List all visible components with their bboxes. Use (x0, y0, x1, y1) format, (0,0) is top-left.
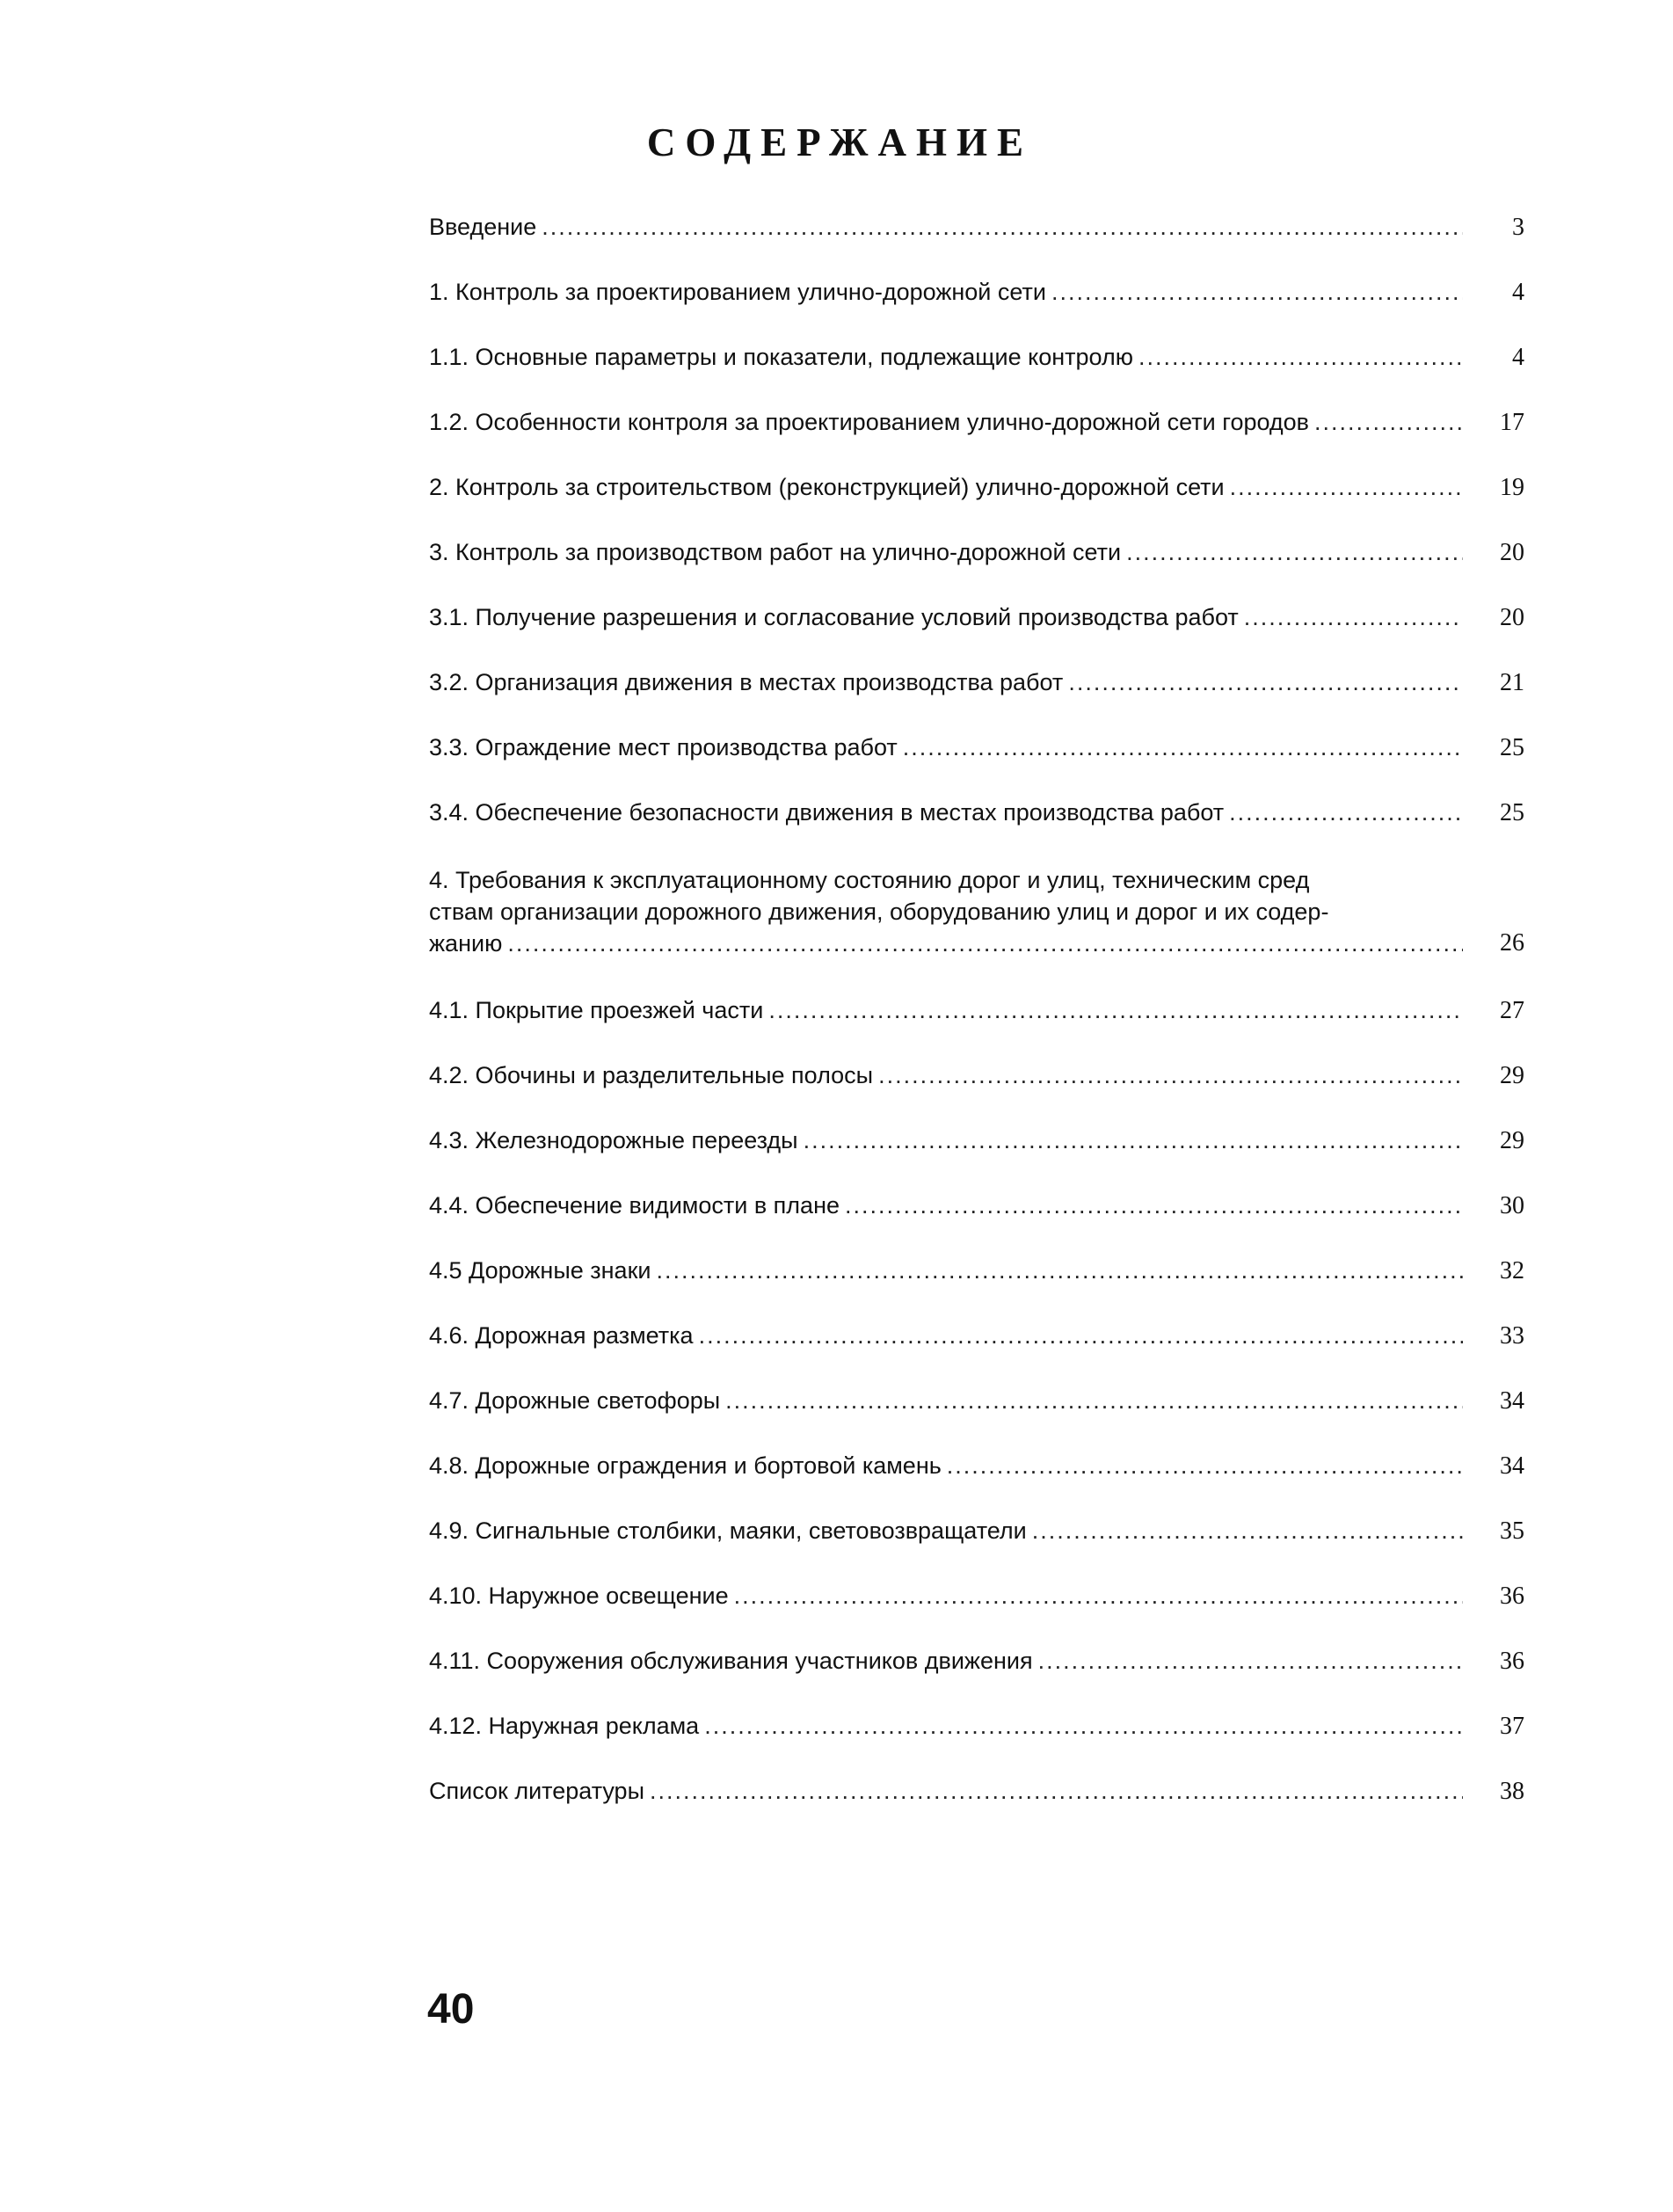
toc-entry-page: 35 (1500, 1517, 1524, 1545)
toc-entry[interactable] (429, 604, 1524, 631)
toc-entry[interactable] (429, 1517, 1524, 1545)
toc-entry[interactable] (429, 1778, 1524, 1805)
toc-entry-label: 4.8. Дорожные ограждения и бортовой камень (429, 1452, 942, 1479)
toc-entry[interactable] (429, 539, 1524, 566)
toc-entry[interactable] (429, 1192, 1524, 1219)
toc-entry-label-line1: 4. Требования к эксплуатационному состоянию дорог и улиц, техническим сред (429, 867, 1310, 893)
toc-leader-dots (878, 1062, 1463, 1089)
toc-entry[interactable] (429, 1387, 1524, 1415)
toc-entry-label: 4.7. Дорожные светофоры (429, 1387, 721, 1414)
toc-entry-page: 29 (1500, 1062, 1524, 1089)
toc-leader-dots (1138, 344, 1463, 371)
toc-entry-page: 17 (1500, 409, 1524, 436)
toc-entry-label: 4.4. Обеспечение видимости в плане (429, 1192, 840, 1219)
toc-entry-label: 4.6. Дорожная разметка (429, 1322, 694, 1349)
toc-leader-dots (650, 1778, 1463, 1805)
toc-entry-page: 4 (1512, 279, 1524, 306)
toc-entry-page: 25 (1500, 799, 1524, 826)
toc-entry[interactable] (429, 1648, 1524, 1675)
toc-entry[interactable] (429, 1713, 1524, 1740)
toc-entry-page: 30 (1500, 1192, 1524, 1219)
page-number: 40 (427, 1986, 475, 2033)
toc-entry-page: 37 (1500, 1713, 1524, 1740)
toc-entry-label: 1.2. Особенности контроля за проектированием улично-дорожной сети городов (429, 409, 1310, 435)
toc-entry-label-line3: жанию (429, 930, 503, 957)
toc-entry-label: Список литературы (429, 1778, 644, 1804)
toc-entry[interactable] (429, 1322, 1524, 1350)
toc-entry-page: 25 (1500, 734, 1524, 761)
toc-leader-dots (1038, 1648, 1463, 1675)
toc-leader-dots (1244, 604, 1463, 631)
toc-entry[interactable] (429, 344, 1524, 371)
toc-entry-multiline[interactable] (429, 864, 1524, 959)
toc-leader-dots (507, 928, 1463, 959)
toc-leader-dots (704, 1713, 1463, 1740)
toc-leader-dots (542, 214, 1463, 241)
toc-entry-label: 4.5 Дорожные знаки (429, 1257, 651, 1284)
table-of-contents (429, 214, 1524, 1843)
toc-entry[interactable] (429, 1062, 1524, 1089)
toc-entry-page: 36 (1500, 1583, 1524, 1610)
toc-leader-dots (1032, 1517, 1463, 1545)
toc-entry-page: 20 (1500, 604, 1524, 631)
toc-entry[interactable] (429, 1452, 1524, 1480)
toc-entry[interactable] (429, 669, 1524, 696)
toc-entry[interactable] (429, 1257, 1524, 1284)
toc-entry[interactable] (429, 799, 1524, 826)
toc-entry-label: 3. Контроль за производством работ на улично-дорожной сети (429, 539, 1122, 565)
toc-entry-label: 2. Контроль за строительством (реконструкцией) улично-дорожной сети (429, 474, 1225, 500)
toc-entry-page: 20 (1500, 539, 1524, 566)
toc-leader-dots (845, 1192, 1463, 1219)
toc-entry-page: 36 (1500, 1648, 1524, 1675)
toc-entry-page: 3 (1512, 214, 1524, 241)
toc-entry-label-line2: ствам организации дорожного движения, оборудованию улиц и дорог и их содер- (429, 899, 1329, 925)
toc-leader-dots (804, 1127, 1463, 1154)
toc-leader-dots (903, 734, 1463, 761)
toc-leader-dots (1229, 799, 1463, 826)
toc-entry-label: 4.10. Наружное освещение (429, 1583, 729, 1609)
toc-entry-label: 3.4. Обеспечение безопасности движения в местах производства работ (429, 799, 1225, 826)
toc-entry-label: Введение (429, 214, 537, 240)
toc-entry[interactable] (429, 997, 1524, 1024)
toc-entry[interactable] (429, 214, 1524, 241)
toc-entry-label: 4.2. Обочины и разделительные полосы (429, 1062, 874, 1088)
toc-leader-dots (1314, 409, 1463, 436)
toc-entry-label: 3.1. Получение разрешения и согласование условий производства работ (429, 604, 1239, 630)
toc-entry-page: 19 (1500, 474, 1524, 501)
toc-entry-page: 21 (1500, 669, 1524, 696)
toc-entry-page: 34 (1500, 1387, 1524, 1415)
toc-entry-label: 3.3. Ограждение мест производства работ (429, 734, 898, 760)
toc-leader-dots (1230, 474, 1463, 501)
toc-entry-page: 4 (1512, 344, 1524, 371)
toc-leader-dots (725, 1387, 1463, 1415)
toc-entry[interactable] (429, 1127, 1524, 1154)
toc-entry-page: 26 (1500, 929, 1524, 957)
toc-entry-label: 4.9. Сигнальные столбики, маяки, световозвращатели (429, 1517, 1027, 1544)
toc-entry-page: 27 (1500, 997, 1524, 1024)
page-title: СОДЕРЖАНИЕ (646, 120, 1034, 164)
toc-entry-page: 33 (1500, 1322, 1524, 1350)
toc-entry-label: 4.12. Наружная реклама (429, 1713, 700, 1739)
toc-leader-dots (947, 1452, 1463, 1480)
toc-entry-label: 4.11. Сооружения обслуживания участников движения (429, 1648, 1033, 1674)
toc-leader-dots (699, 1322, 1463, 1350)
toc-entry[interactable] (429, 1583, 1524, 1610)
toc-entry[interactable] (429, 279, 1524, 306)
toc-entry-label: 4.1. Покрытие проезжей части (429, 997, 764, 1023)
toc-entry-label: 3.2. Организация движения в местах производства работ (429, 669, 1064, 695)
toc-entry-page: 32 (1500, 1257, 1524, 1284)
toc-entry[interactable] (429, 474, 1524, 501)
toc-leader-dots (656, 1257, 1463, 1284)
toc-entry-page: 34 (1500, 1452, 1524, 1480)
toc-entry[interactable] (429, 734, 1524, 761)
toc-leader-dots (1068, 669, 1463, 696)
toc-leader-dots (734, 1583, 1463, 1610)
toc-entry-page: 38 (1500, 1778, 1524, 1805)
toc-leader-dots (1126, 539, 1463, 566)
toc-entry[interactable] (429, 409, 1524, 436)
toc-entry-label: 4.3. Железнодорожные переезды (429, 1127, 798, 1153)
toc-leader-dots (1051, 279, 1463, 306)
toc-entry-label: 1. Контроль за проектированием улично-дорожной сети (429, 279, 1046, 305)
toc-leader-dots (768, 997, 1463, 1024)
toc-entry-page: 29 (1500, 1127, 1524, 1154)
toc-entry-label: 1.1. Основные параметры и показатели, подлежащие контролю (429, 344, 1133, 370)
